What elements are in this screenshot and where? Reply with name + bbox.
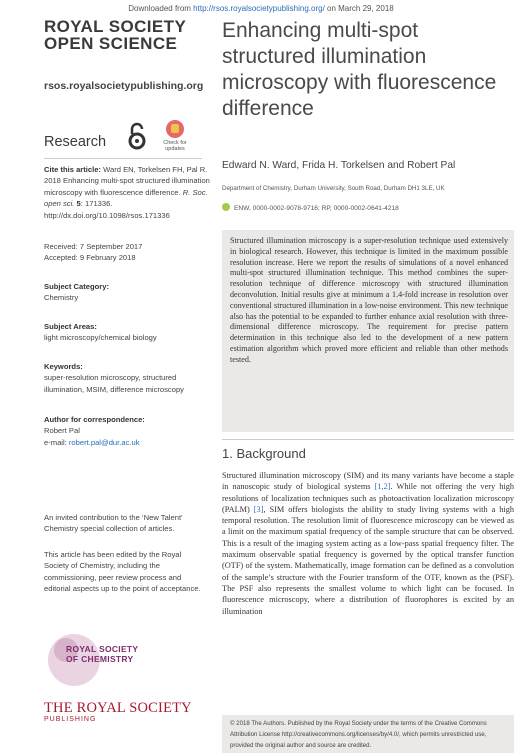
license-box: © 2018 The Authors. Published by the Royal Society under the terms of the Creative Commons Attribution License http://creativecommons.org/licenses/by/4.0/, which permits unrestricted use, provided the original author and source are credited. [222, 715, 514, 753]
journal-logo-line2: OPEN SCIENCE [44, 34, 178, 53]
body-text-part: , SIM offers biologists the ability to study living systems with a high temporal resolution. The resolution limit of fluorescence microscopy can be viewed as a limit on the maximum spatial frequency of the sample structure that can be observed. This is a result of the imaging system acting as a low-pass spatial frequency filter. The maximum observable spatial frequency is governed by the optical transfer function (OTF) of the system. Mathematically, image formation can be defined as a convolution of the sample’s structure with the Fourier transform of the OTF, known as the (PSF). The PSF also represents the smallest volume to which light can be focused. In fluorescence microscopy, where a distribution of fluorophores is excited by an illumination [222, 504, 515, 616]
cite-id: 171336. [85, 199, 113, 209]
keywords-label: Keywords: [44, 362, 83, 371]
publisher-logo: THE ROYAL SOCIETY [44, 700, 192, 716]
publisher-logo-sub: PUBLISHING [44, 716, 97, 723]
rsc-logo-text [66, 645, 138, 664]
body-text [222, 470, 514, 617]
divider [44, 158, 202, 159]
citation-link[interactable]: [1,2] [374, 482, 391, 492]
divider [222, 439, 514, 440]
citation-block: Cite this article: Ward EN, Torkelsen FH, Pal R. 2018 Enhancing multi-spot structured illumination microscopy with fluorescence difference. R. Soc. open sci. 5: 171336. http://dx.doi.org/10.1098/rsos.171336 [44, 165, 210, 220]
rsc-logo-line1: ROYAL SOCIETY [66, 644, 139, 654]
accepted-date: Accepted: 9 February 2018 [44, 253, 136, 263]
editorial-note: This article has been edited by the Royal Society of Chemistry, including the commissioning, peer review process and editorial aspects up to the point of acceptance. [44, 550, 201, 594]
body-text-part: Structured illumination microscopy (SIM) and its many variants have become a staple in nanoscopic study of biological systems [222, 471, 514, 492]
dates-block [44, 241, 214, 264]
body-text-part: . While not offering the very high resolutions of localization techniques such as photoactivation localization microscopy (PALM) [222, 482, 514, 514]
abstract: Structured illumination microscopy is a super-resolution technique used extensively in biological research. However, this technique is limited in the maximum possible resolution increase. Here we report the results of simulations of a novel enhanced multi-spot structured illumination technique. This method combines the super-resolution technique of difference microscopy with structured illumination deconvolution. Initial results give at minimum a 1.4-fold increase in resolution over conventional structured illumination in a low-noise environment. This new technique also has the potential to be expanded to further enhance axial resolution with three-dimensional difference microscopy. The requirement for precise pattern determination in this technique also led to the development of a new pattern estimation algorithm which proved more efficient and reliable than other methods tested. [222, 230, 514, 432]
cite-text: Ward EN, Torkelsen FH, Pal R. 2018 Enhancing multi-spot structured illumination microscopy with fluorescence difference. [44, 165, 210, 197]
download-suffix: on March 29, 2018 [324, 4, 394, 13]
subject-areas-label: Subject Areas: [44, 322, 97, 331]
download-prefix: Downloaded from [128, 4, 194, 13]
correspondence-label: Author for correspondence: [44, 415, 145, 424]
subject-category [44, 281, 214, 304]
open-access-icon [127, 121, 147, 151]
affiliation: Department of Chemistry, Durham University, South Road, Durham DH1 3LE, UK [222, 185, 445, 192]
subject-areas-value: light microscopy/chemical biology [44, 333, 157, 343]
orcid-ids[interactable]: ENW, 0000-0002-9078-9716; RP, 0000-0002-0641-4218 [234, 205, 399, 212]
section-heading: 1. Background [222, 446, 306, 461]
journal-site-link[interactable]: rsos.royalsocietypublishing.org [44, 80, 204, 92]
cite-volume: 5 [76, 199, 81, 209]
check-updates-label: Check for updates [163, 140, 187, 152]
email-prefix: e-mail: [44, 437, 69, 447]
article-title: Enhancing multi-spot structured illumination microscopy with fluorescence difference [222, 19, 497, 120]
keywords-value: super-resolution microscopy, structured illumination, MSIM, difference microscopy [44, 373, 184, 394]
keywords [44, 361, 212, 395]
citation-link[interactable]: [3] [253, 504, 264, 514]
article-type: Research [44, 134, 107, 150]
cite-label: Cite this article: [44, 165, 101, 174]
cite-journal: R. Soc. open sci. [44, 187, 208, 209]
email-link[interactable]: robert.pal@dur.ac.uk [68, 437, 140, 447]
subject-areas [44, 321, 214, 344]
received-date: Received: 7 September 2017 [44, 242, 143, 251]
correspondence-name: Robert Pal [44, 426, 80, 436]
rsc-logo-line2: OF CHEMISTRY [66, 653, 134, 664]
subject-category-value: Chemistry [44, 293, 79, 303]
doi-link[interactable]: http://dx.doi.org/10.1098/rsos.171336 [44, 210, 170, 220]
download-note [0, 4, 522, 13]
subject-category-label: Subject Category: [44, 282, 109, 291]
check-for-updates-button[interactable] [160, 120, 190, 152]
orcid-icon [222, 203, 230, 211]
journal-logo [44, 18, 186, 52]
download-url-link[interactable]: http://rsos.royalsocietypublishing.org/ [193, 4, 325, 13]
author-list: Edward N. Ward, Frida H. Torkelsen and Robert Pal [222, 160, 456, 171]
invited-note: An invited contribution to the ‘New Talent’ Chemistry special collection of articles. [44, 513, 183, 534]
orcid-line [222, 203, 399, 212]
journal-logo-line1: ROYAL SOCIETY [44, 17, 187, 36]
correspondence [44, 414, 214, 448]
check-updates-icon [166, 120, 184, 138]
